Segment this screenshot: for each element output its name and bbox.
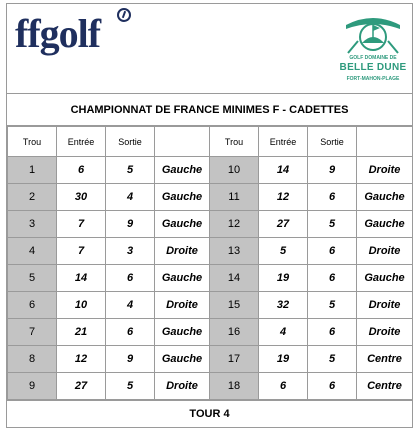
hole-number: 11 (210, 184, 259, 211)
table-header-row (8, 127, 413, 157)
table-row (8, 238, 413, 265)
entry-value: 12 (259, 184, 308, 211)
entry-value: 32 (259, 292, 308, 319)
header-trou-left: Trou (8, 127, 57, 157)
entry-value: 6 (57, 157, 106, 184)
belle-dune-logo (338, 11, 408, 87)
hole-number: 10 (210, 157, 259, 184)
side-value: Centre (357, 373, 413, 400)
exit-value: 6 (106, 319, 155, 346)
championship-title: CHAMPIONNAT DE FRANCE MINIMES F - CADETTES (7, 95, 412, 126)
exit-value: 4 (106, 292, 155, 319)
table-row (8, 265, 413, 292)
logo-line3: FORT-MAHON-PLAGE (346, 76, 400, 82)
exit-value: 4 (106, 184, 155, 211)
round-label: TOUR 4 (7, 400, 412, 427)
exit-value: 6 (308, 373, 357, 400)
hole-number: 8 (8, 346, 57, 373)
hole-number: 9 (8, 373, 57, 400)
hole-number: 12 (210, 211, 259, 238)
header (7, 4, 412, 94)
exit-value: 6 (106, 265, 155, 292)
side-value: Droite (357, 292, 413, 319)
logo-line1: GOLF DOMAINE DE (349, 55, 397, 61)
hole-number: 14 (210, 265, 259, 292)
side-value: Gauche (155, 157, 210, 184)
side-value: Gauche (155, 184, 210, 211)
exit-value: 3 (106, 238, 155, 265)
exit-value: 5 (308, 292, 357, 319)
entry-value: 21 (57, 319, 106, 346)
exit-value: 5 (308, 211, 357, 238)
exit-value: 6 (308, 265, 357, 292)
side-value: Gauche (357, 265, 413, 292)
hole-number: 18 (210, 373, 259, 400)
side-value: Droite (357, 238, 413, 265)
pin-positions-table (7, 126, 413, 400)
header-sortie-right: Sortie (308, 127, 357, 157)
side-value: Gauche (155, 346, 210, 373)
side-value: Centre (357, 346, 413, 373)
side-value: Droite (155, 238, 210, 265)
hole-number: 6 (8, 292, 57, 319)
side-value: Gauche (155, 211, 210, 238)
hole-number: 17 (210, 346, 259, 373)
side-value: Gauche (155, 319, 210, 346)
entry-value: 4 (259, 319, 308, 346)
hole-number: 3 (8, 211, 57, 238)
side-value: Droite (357, 157, 413, 184)
exit-value: 9 (308, 157, 357, 184)
side-value: Droite (155, 292, 210, 319)
table-row (8, 319, 413, 346)
hole-number: 1 (8, 157, 57, 184)
table-row (8, 211, 413, 238)
exit-value: 5 (106, 373, 155, 400)
header-trou-right: Trou (210, 127, 259, 157)
golf-course-emblem-icon (338, 11, 408, 57)
header-sortie-left: Sortie (106, 127, 155, 157)
entry-value: 19 (259, 265, 308, 292)
header-side-right (357, 127, 413, 157)
entry-value: 27 (259, 211, 308, 238)
table-row (8, 346, 413, 373)
entry-value: 12 (57, 346, 106, 373)
side-value: Gauche (155, 265, 210, 292)
hole-number: 2 (8, 184, 57, 211)
side-value: Droite (357, 319, 413, 346)
hole-number: 13 (210, 238, 259, 265)
hole-number: 5 (8, 265, 57, 292)
side-value: Gauche (357, 184, 413, 211)
ffgolf-mark-icon (117, 8, 131, 22)
entry-value: 14 (57, 265, 106, 292)
exit-value: 6 (308, 184, 357, 211)
entry-value: 5 (259, 238, 308, 265)
side-value: Gauche (357, 211, 413, 238)
table-row (8, 157, 413, 184)
side-value: Droite (155, 373, 210, 400)
table-row (8, 292, 413, 319)
ffgolf-logo: ffgolf (15, 11, 101, 56)
table-row (8, 184, 413, 211)
entry-value: 7 (57, 238, 106, 265)
hole-number: 7 (8, 319, 57, 346)
pin-sheet (6, 3, 413, 428)
logo-line2: BELLE DUNE (339, 62, 407, 73)
table-row (8, 373, 413, 400)
entry-value: 19 (259, 346, 308, 373)
entry-value: 7 (57, 211, 106, 238)
entry-value: 6 (259, 373, 308, 400)
entry-value: 27 (57, 373, 106, 400)
entry-value: 30 (57, 184, 106, 211)
exit-value: 9 (106, 346, 155, 373)
exit-value: 6 (308, 238, 357, 265)
exit-value: 6 (308, 319, 357, 346)
entry-value: 14 (259, 157, 308, 184)
exit-value: 9 (106, 211, 155, 238)
hole-number: 4 (8, 238, 57, 265)
entry-value: 10 (57, 292, 106, 319)
header-side-left (155, 127, 210, 157)
exit-value: 5 (106, 157, 155, 184)
hole-number: 15 (210, 292, 259, 319)
header-entree-right: Entrée (259, 127, 308, 157)
hole-number: 16 (210, 319, 259, 346)
header-entree-left: Entrée (57, 127, 106, 157)
exit-value: 5 (308, 346, 357, 373)
